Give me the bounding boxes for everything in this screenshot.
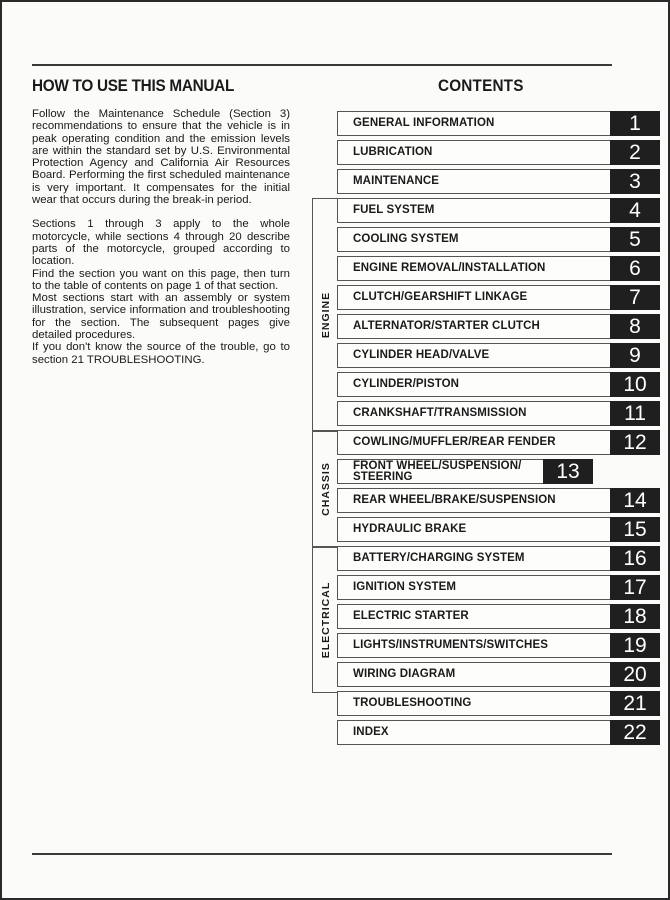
section-label: REAR WHEEL/BRAKE/SUSPENSION	[337, 488, 610, 513]
group-engine	[312, 198, 338, 432]
section-row[interactable]	[337, 169, 660, 194]
section-row[interactable]	[337, 227, 660, 252]
section-label: ELECTRIC STARTER	[337, 604, 610, 629]
contents-list	[337, 111, 660, 749]
how-to-paragraph: Find the section you want on this page, then turn to the table of contents on page 1 of that section.	[32, 267, 290, 292]
section-number: 16	[610, 546, 660, 571]
group-chassis	[312, 430, 338, 548]
section-number: 17	[610, 575, 660, 600]
how-to-title: HOW TO USE THIS MANUAL	[32, 76, 235, 95]
section-number: 22	[610, 720, 660, 745]
section-row[interactable]	[337, 401, 660, 426]
section-label: TROUBLESHOOTING	[337, 691, 610, 716]
section-row[interactable]	[337, 546, 660, 571]
section-number: 10	[610, 372, 660, 397]
group-electrical	[312, 546, 338, 693]
section-number: 14	[610, 488, 660, 513]
section-number: 2	[610, 140, 660, 165]
section-number: 4	[610, 198, 660, 223]
section-row[interactable]	[337, 314, 660, 339]
how-to-paragraph: If you don't know the source of the trouble, go to section 21 TROUBLESHOOTING.	[32, 341, 290, 366]
section-row[interactable]	[337, 517, 660, 542]
section-number: 9	[610, 343, 660, 368]
section-row[interactable]	[337, 575, 660, 600]
section-label: COOLING SYSTEM	[337, 227, 610, 252]
group-electrical-label: ELECTRICAL	[319, 581, 332, 658]
section-label: CRANKSHAFT/TRANSMISSION	[337, 401, 610, 426]
contents-title: CONTENTS	[438, 76, 524, 95]
bottom-rule	[32, 853, 612, 855]
group-engine-label: ENGINE	[319, 291, 332, 339]
section-number: 7	[610, 285, 660, 310]
section-number: 19	[610, 633, 660, 658]
section-label: HYDRAULIC BRAKE	[337, 517, 610, 542]
section-label: WIRING DIAGRAM	[337, 662, 610, 687]
section-label: LUBRICATION	[337, 140, 610, 165]
section-label: FUEL SYSTEM	[337, 198, 610, 223]
section-row[interactable]	[337, 256, 660, 281]
section-label: CYLINDER/PISTON	[337, 372, 610, 397]
section-label: IGNITION SYSTEM	[337, 575, 610, 600]
section-number: 11	[610, 401, 660, 426]
section-label: CLUTCH/GEARSHIFT LINKAGE	[337, 285, 610, 310]
section-label: CYLINDER HEAD/VALVE	[337, 343, 610, 368]
section-label: BATTERY/CHARGING SYSTEM	[337, 546, 610, 571]
section-number: 18	[610, 604, 660, 629]
section-number: 12	[610, 430, 660, 455]
how-to-body	[32, 108, 290, 366]
section-label: LIGHTS/INSTRUMENTS/SWITCHES	[337, 633, 610, 658]
section-label: FRONT WHEEL/SUSPENSION/ STEERING	[337, 459, 543, 484]
section-row[interactable]	[337, 720, 660, 745]
section-number: 1	[610, 111, 660, 136]
section-row[interactable]	[337, 488, 660, 513]
section-row[interactable]	[337, 604, 660, 629]
section-row[interactable]	[337, 111, 660, 136]
how-to-paragraph: Follow the Maintenance Schedule (Section 3) recommendations to ensure that the vehicle is in peak operating condition and the emission levels are within the standard set by U.S. Environmental Protection Agency and California Air Resources Board. Performing the first scheduled maintenance is very important. It compensates for the initial wear that occurs during the break-in period.	[32, 108, 290, 207]
section-number: 5	[610, 227, 660, 252]
section-row[interactable]	[337, 633, 660, 658]
section-row[interactable]	[337, 459, 660, 484]
section-row[interactable]	[337, 662, 660, 687]
section-number: 3	[610, 169, 660, 194]
top-rule	[32, 64, 612, 66]
section-number: 15	[610, 517, 660, 542]
section-number: 21	[610, 691, 660, 716]
how-to-paragraph: Sections 1 through 3 apply to the whole motorcycle, while sections 4 through 20 describe parts of the motorcycle, grouped according to location.	[32, 218, 290, 268]
section-row[interactable]	[337, 343, 660, 368]
section-row[interactable]	[337, 198, 660, 223]
section-number: 20	[610, 662, 660, 687]
group-chassis-label: CHASSIS	[319, 462, 332, 516]
section-label: COWLING/MUFFLER/REAR FENDER	[337, 430, 610, 455]
section-number: 6	[610, 256, 660, 281]
section-label: MAINTENANCE	[337, 169, 610, 194]
section-label: INDEX	[337, 720, 610, 745]
section-label: ENGINE REMOVAL/INSTALLATION	[337, 256, 610, 281]
section-row[interactable]	[337, 285, 660, 310]
section-row[interactable]	[337, 372, 660, 397]
section-label: GENERAL INFORMATION	[337, 111, 610, 136]
section-label: ALTERNATOR/STARTER CLUTCH	[337, 314, 610, 339]
section-row[interactable]	[337, 430, 660, 455]
section-number: 13	[543, 459, 593, 484]
how-to-paragraph: Most sections start with an assembly or system illustration, service information and troubleshooting for the section. The subsequent pages give detailed procedures.	[32, 292, 290, 342]
section-row[interactable]	[337, 140, 660, 165]
section-number: 8	[610, 314, 660, 339]
section-row[interactable]	[337, 691, 660, 716]
